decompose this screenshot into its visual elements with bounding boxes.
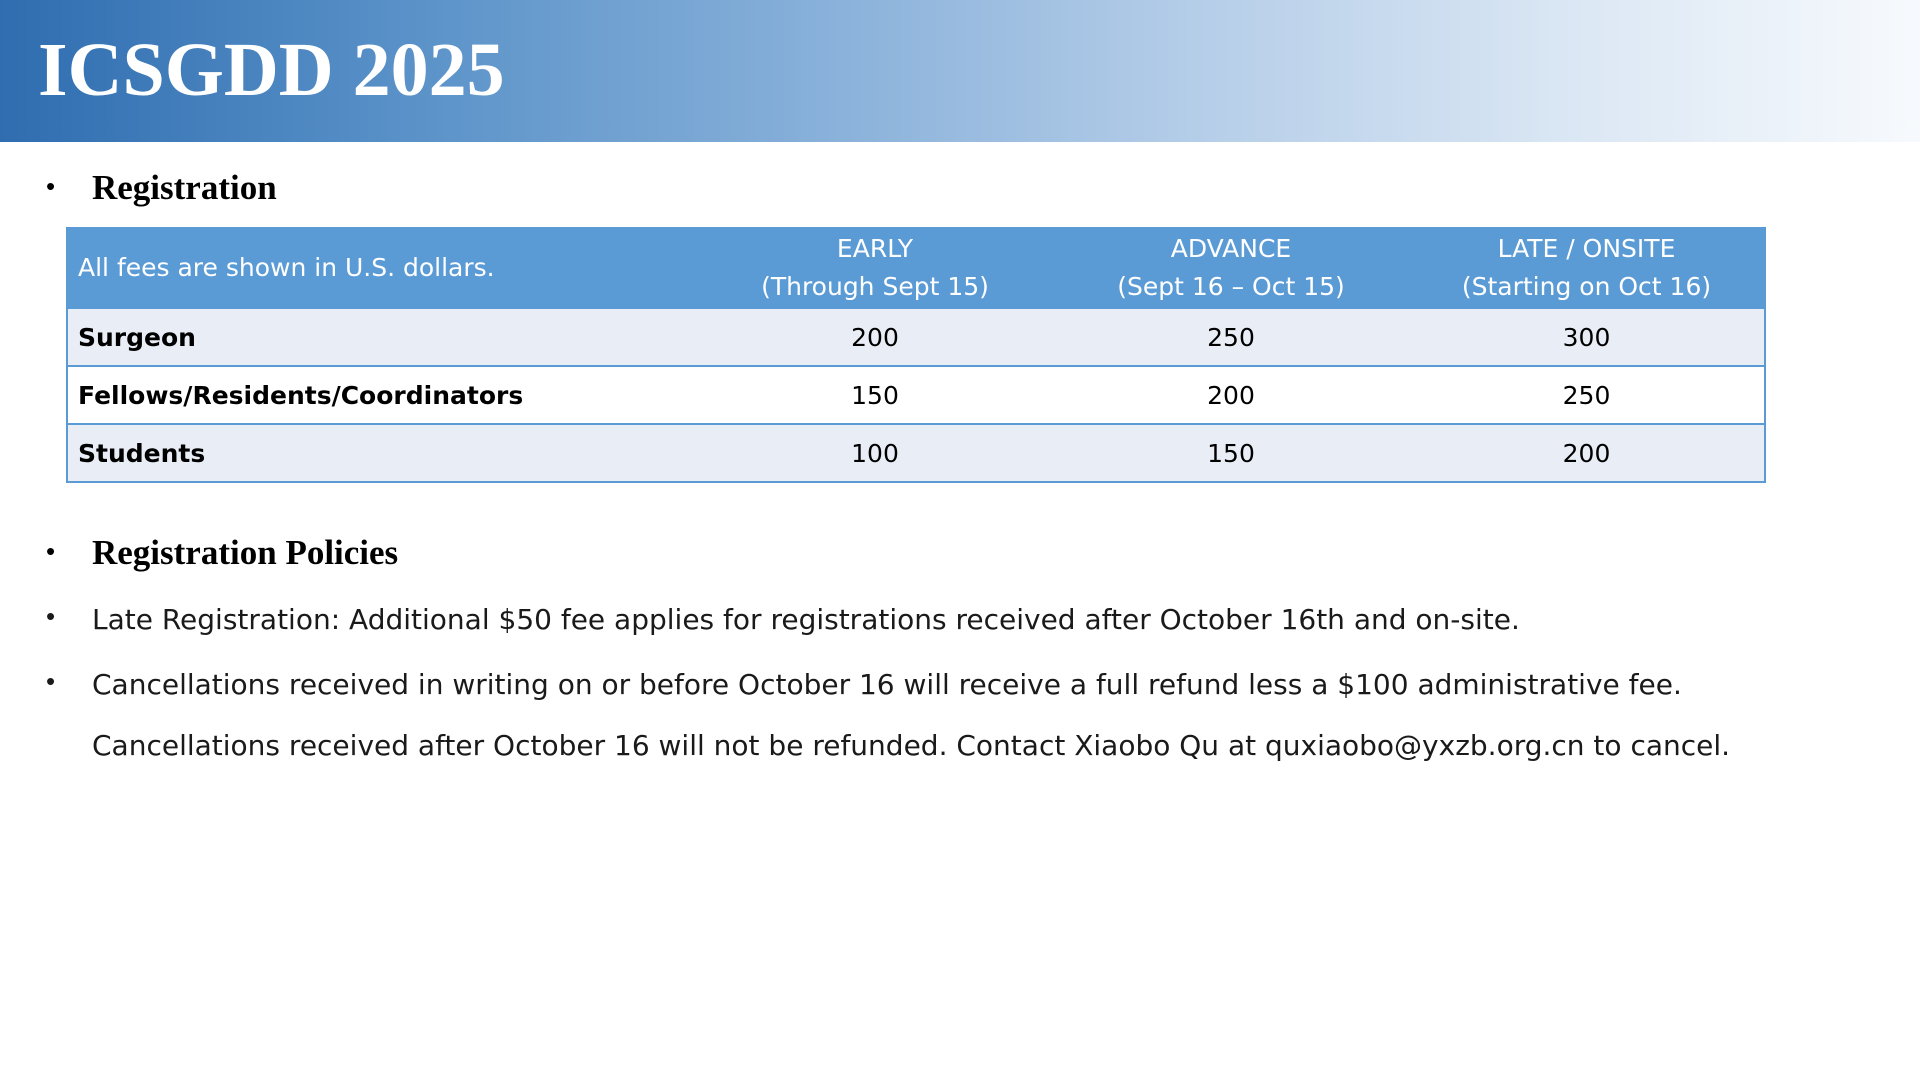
period-header-advance bbox=[1053, 228, 1409, 308]
table-header-row bbox=[67, 228, 1765, 308]
period-range: (Through Sept 15) bbox=[761, 272, 989, 301]
fee-cell: 150 bbox=[697, 366, 1053, 424]
bullet-icon: • bbox=[46, 536, 56, 566]
slide-title: ICSGDD 2025 bbox=[38, 28, 505, 112]
period-header-early bbox=[697, 228, 1053, 308]
fee-cell: 150 bbox=[1053, 424, 1409, 482]
bullet-icon: • bbox=[46, 666, 56, 696]
policy-text: Late Registration: Additional $50 fee applies for registrations received after October 16th and on-site. bbox=[92, 603, 1520, 636]
fee-cell: 250 bbox=[1053, 308, 1409, 366]
policies-heading bbox=[46, 529, 398, 575]
fee-cell: 200 bbox=[1409, 424, 1765, 482]
fee-cell: 100 bbox=[697, 424, 1053, 482]
policy-cancellation bbox=[46, 661, 1682, 705]
registration-heading bbox=[46, 164, 277, 210]
fee-cell: 200 bbox=[697, 308, 1053, 366]
category-cell: Surgeon bbox=[67, 308, 697, 366]
period-header-late bbox=[1409, 228, 1765, 308]
policy-late-registration bbox=[46, 596, 1520, 640]
registration-fee-table bbox=[66, 227, 1766, 483]
policy-text: Cancellations received in writing on or before October 16 will receive a full refund less a $100 administrative fee. bbox=[92, 668, 1682, 701]
policies-heading-text: Registration Policies bbox=[92, 533, 399, 572]
period-range: (Sept 16 – Oct 15) bbox=[1117, 272, 1345, 301]
table-row bbox=[67, 308, 1765, 366]
period-name: EARLY bbox=[836, 234, 914, 263]
fee-cell: 250 bbox=[1409, 366, 1765, 424]
fee-cell: 300 bbox=[1409, 308, 1765, 366]
table-row bbox=[67, 366, 1765, 424]
bullet-icon: • bbox=[46, 171, 56, 201]
table-row bbox=[67, 424, 1765, 482]
fee-cell: 200 bbox=[1053, 366, 1409, 424]
period-name: LATE / ONSITE bbox=[1497, 234, 1676, 263]
policy-cancellation-continuation: Cancellations received after October 16 will not be refunded. Contact Xiaobo Qu at quxiaobo@yxzb.org.cn to cancel. bbox=[92, 729, 1731, 762]
category-cell: Students bbox=[67, 424, 697, 482]
period-range: (Starting on Oct 16) bbox=[1461, 272, 1712, 301]
registration-heading-text: Registration bbox=[92, 168, 277, 207]
bullet-icon: • bbox=[46, 601, 56, 631]
period-name: ADVANCE bbox=[1170, 234, 1292, 263]
currency-note: All fees are shown in U.S. dollars. bbox=[67, 228, 697, 308]
category-cell: Fellows/Residents/Coordinators bbox=[67, 366, 697, 424]
